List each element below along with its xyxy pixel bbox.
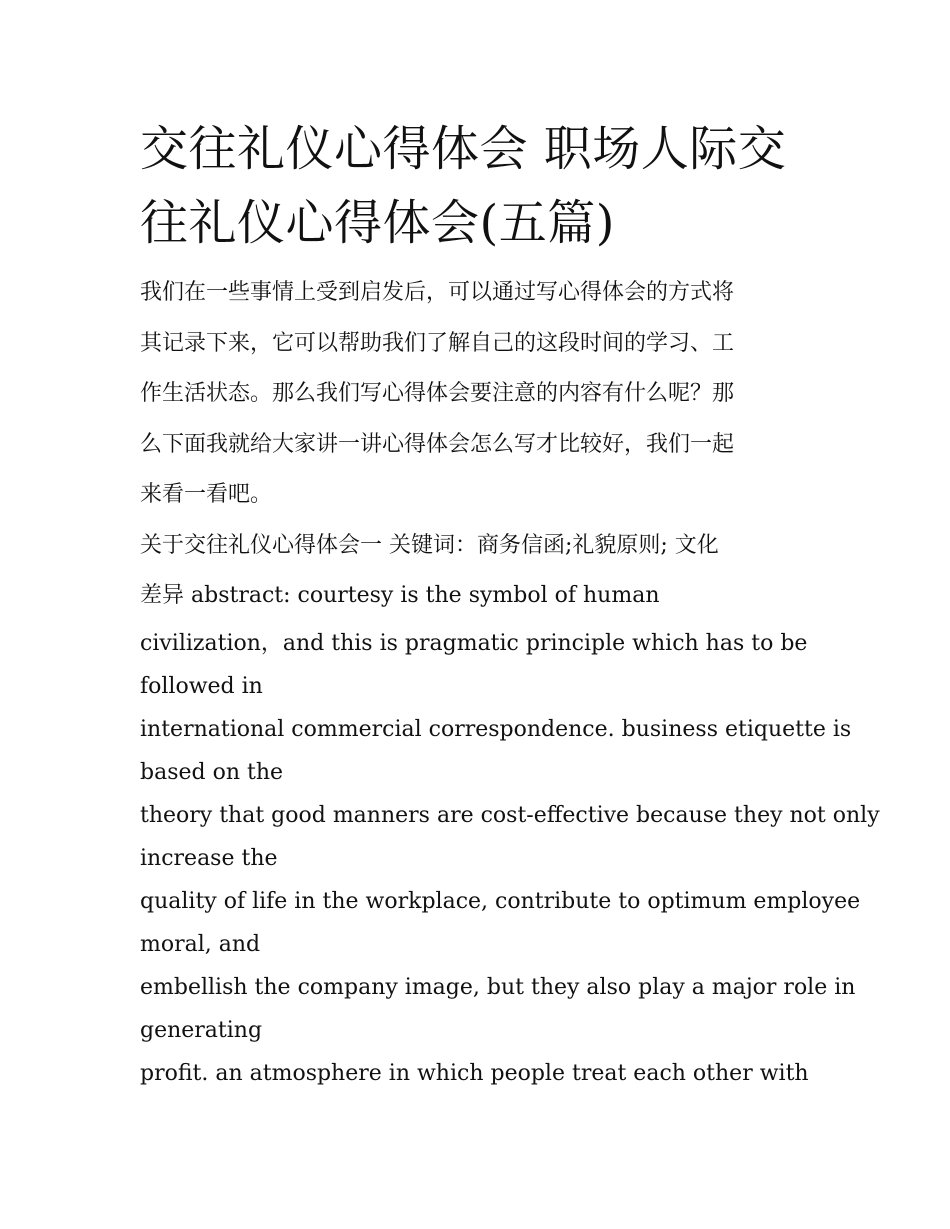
abstract-line: civilization，and this is pragmatic principle which has to be (140, 630, 808, 656)
intro-line: 我们在一些事情上受到启发后，可以通过写心得体会的方式将 (140, 280, 735, 305)
keywords-section (140, 521, 812, 622)
title-line: 交往礼仪心得体会 职场人际交 (140, 121, 787, 177)
abstract-line: theory that good manners are cost-effective because they not only (140, 802, 880, 828)
abstract-line: generating (140, 1017, 263, 1043)
abstract-line: quality of life in the workplace, contribute to optimum employee (140, 888, 861, 914)
intro-line: 来看一看吧。 (140, 482, 273, 507)
keywords-line: 关于交往礼仪心得体会一 关键词：商务信函;礼貌原则; 文化 (140, 532, 719, 558)
title-line: 往礼仪心得体会(五篇) (140, 195, 615, 251)
abstract-line: profit. an atmosphere in which people treat each other with (140, 1060, 809, 1086)
abstract-paragraph (140, 622, 880, 1095)
document-content (140, 112, 880, 1095)
intro-line: 作生活状态。那么我们写心得体会要注意的内容有什么呢？那 (140, 381, 735, 406)
abstract-line: moral, and (140, 931, 261, 957)
document-title (140, 112, 812, 260)
intro-paragraph (140, 268, 812, 521)
abstract-line: embellish the company image, but they also play a major role in (140, 974, 856, 1000)
intro-line: 其记录下来，它可以帮助我们了解自己的这段时间的学习、工 (140, 330, 735, 356)
intro-line: 么下面我就给大家讲一讲心得体会怎么写才比较好，我们一起 (140, 431, 735, 457)
abstract-line: based on the (140, 759, 284, 785)
abstract-line: increase the (140, 845, 278, 871)
abstract-line: international commercial correspondence. business etiquette is (140, 716, 852, 742)
keywords-line: 差异 abstract: courtesy is the symbol of human (140, 583, 660, 608)
abstract-line: followed in (140, 673, 263, 699)
